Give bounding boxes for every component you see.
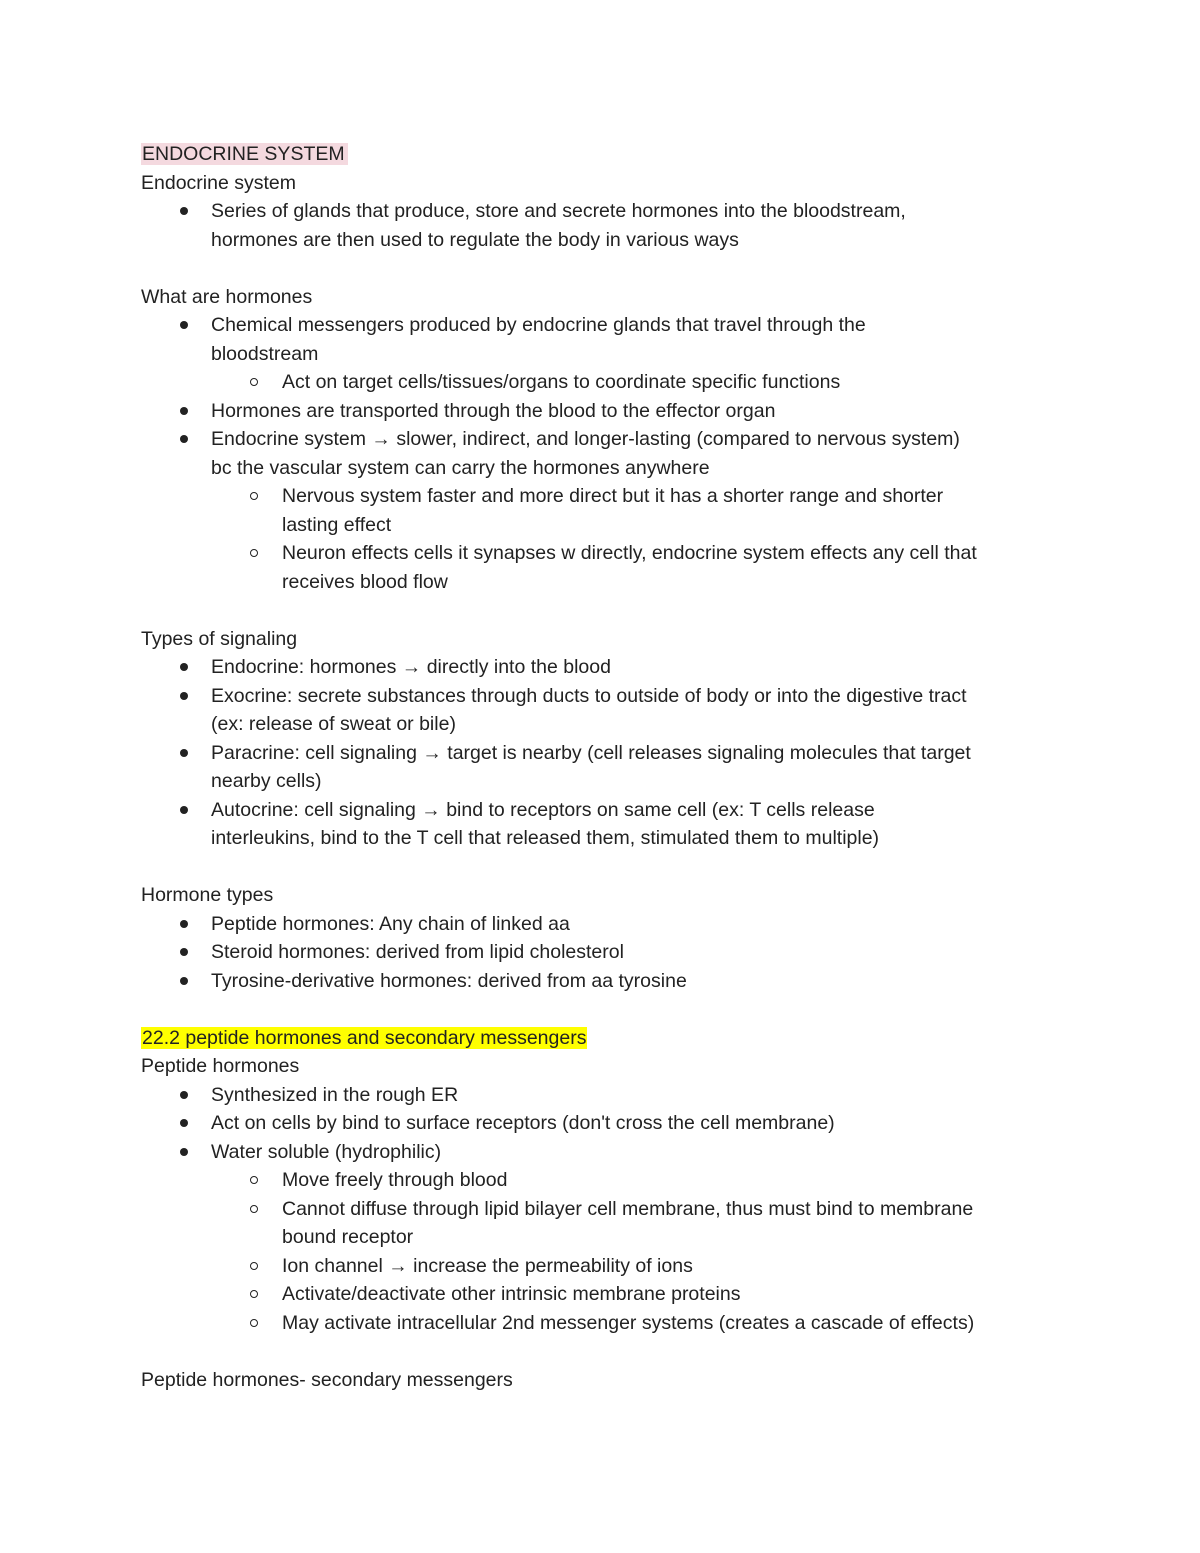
list-item bbox=[141, 682, 1071, 739]
section-heading: Peptide hormones- secondary messengers bbox=[141, 1368, 513, 1391]
list-item bbox=[141, 397, 1071, 426]
list-item bbox=[141, 1109, 1071, 1138]
list-item bbox=[141, 197, 1071, 254]
list-item bbox=[141, 938, 1071, 967]
list-item-line: receives blood flow bbox=[282, 570, 448, 593]
list-item-line: (ex: release of sweat or bile) bbox=[211, 713, 456, 735]
section-heading: Endocrine system bbox=[141, 171, 296, 194]
list-item-line: interleukins, bind to the T cell that released them, stimulated them to multiple) bbox=[211, 827, 880, 849]
list-item-line: Endocrine: hormones → directly into the blood bbox=[211, 656, 611, 678]
list-item-line: bloodstream bbox=[211, 342, 319, 365]
list-item bbox=[141, 1138, 1071, 1167]
bullet-list bbox=[141, 1081, 1071, 1338]
list-item-line: Paracrine: cell signaling → target is nearby (cell releases signaling molecules that target bbox=[211, 741, 971, 764]
spacer bbox=[141, 995, 1071, 1024]
spacer bbox=[141, 1337, 1071, 1366]
list-item-line: Endocrine system → slower, indirect, and longer-lasting (compared to nervous system) bbox=[211, 428, 960, 450]
list-item-line: May activate intracellular 2nd messenger systems (creates a cascade of effects) bbox=[282, 1311, 975, 1334]
page-title bbox=[141, 140, 1071, 169]
list-item-line: Exocrine: secrete substances through ducts to outside of body or into the digestive tract bbox=[211, 684, 967, 707]
list-item-line: Steroid hormones: derived from lipid cholesterol bbox=[211, 941, 624, 963]
list-item-line: Hormones are transported through the blood to the effector organ bbox=[211, 399, 776, 422]
sub-list-item bbox=[141, 482, 1071, 539]
list-item bbox=[141, 311, 1071, 368]
list-item-line: Peptide hormones: Any chain of linked aa bbox=[211, 912, 570, 935]
list-item bbox=[141, 796, 1071, 853]
sub-list-item bbox=[141, 368, 1071, 397]
bullet-list bbox=[141, 653, 1071, 853]
list-item-line: Move freely through blood bbox=[282, 1169, 508, 1191]
list-item-line: Series of glands that produce, store and secrete hormones into the bloodstream, bbox=[211, 200, 906, 222]
list-item-line: Chemical messengers produced by endocrine glands that travel through the bbox=[211, 314, 866, 336]
list-item-line: bc the vascular system can carry the hormones anywhere bbox=[211, 456, 710, 479]
list-item-line: Synthesized in the rough ER bbox=[211, 1083, 459, 1106]
spacer bbox=[141, 254, 1071, 283]
list-item bbox=[141, 653, 1071, 682]
list-item bbox=[141, 739, 1071, 796]
list-item-line: Act on target cells/tissues/organs to coordinate specific functions bbox=[282, 371, 841, 393]
list-item-line: nearby cells) bbox=[211, 770, 322, 792]
list-item-line: Cannot diffuse through lipid bilayer cell membrane, thus must bind to membrane bbox=[282, 1197, 974, 1220]
list-item-line: lasting effect bbox=[282, 513, 392, 536]
sub-list-item bbox=[141, 1280, 1071, 1309]
subtitle-highlight: 22.2 peptide hormones and secondary messengers bbox=[142, 1026, 587, 1049]
spacer bbox=[141, 853, 1071, 882]
section-subtitle bbox=[141, 1024, 1071, 1053]
list-item-line: Neuron effects cells it synapses w directly, endocrine system effects any cell that bbox=[282, 542, 977, 564]
list-item-line: Tyrosine-derivative hormones: derived from aa tyrosine bbox=[211, 969, 687, 992]
list-item bbox=[141, 425, 1071, 482]
spacer bbox=[141, 596, 1071, 625]
list-item bbox=[141, 967, 1071, 996]
section-heading: Types of signaling bbox=[141, 627, 298, 650]
list-item-line: Activate/deactivate other intrinsic membrane proteins bbox=[282, 1283, 741, 1305]
list-item-line: Autocrine: cell signaling → bind to receptors on same cell (ex: T cells release bbox=[211, 798, 875, 821]
sub-list-item bbox=[141, 1309, 1071, 1338]
document-content bbox=[141, 140, 1071, 1394]
sub-list-item bbox=[141, 539, 1071, 596]
list-item-line: Nervous system faster and more direct but it has a shorter range and shorter bbox=[282, 485, 944, 507]
sub-list-item bbox=[141, 1166, 1071, 1195]
sub-list-item bbox=[141, 1252, 1071, 1281]
title-highlight: ENDOCRINE SYSTEM bbox=[141, 143, 348, 165]
list-item-line: bound receptor bbox=[282, 1226, 414, 1248]
section-heading: Peptide hormones bbox=[141, 1055, 300, 1077]
section-heading: What are hormones bbox=[141, 285, 313, 308]
bullet-list bbox=[141, 197, 1071, 254]
bullet-list bbox=[141, 910, 1071, 996]
list-item bbox=[141, 910, 1071, 939]
section-heading: Hormone types bbox=[141, 884, 274, 906]
list-item-line: Ion channel → increase the permeability of ions bbox=[282, 1254, 693, 1277]
list-item-line: hormones are then used to regulate the body in various ways bbox=[211, 228, 739, 251]
bullet-list bbox=[141, 311, 1071, 596]
sub-list-item bbox=[141, 1195, 1071, 1252]
list-item bbox=[141, 1081, 1071, 1110]
list-item-line: Act on cells by bind to surface receptors (don't cross the cell membrane) bbox=[211, 1112, 835, 1134]
list-item-line: Water soluble (hydrophilic) bbox=[211, 1140, 442, 1163]
